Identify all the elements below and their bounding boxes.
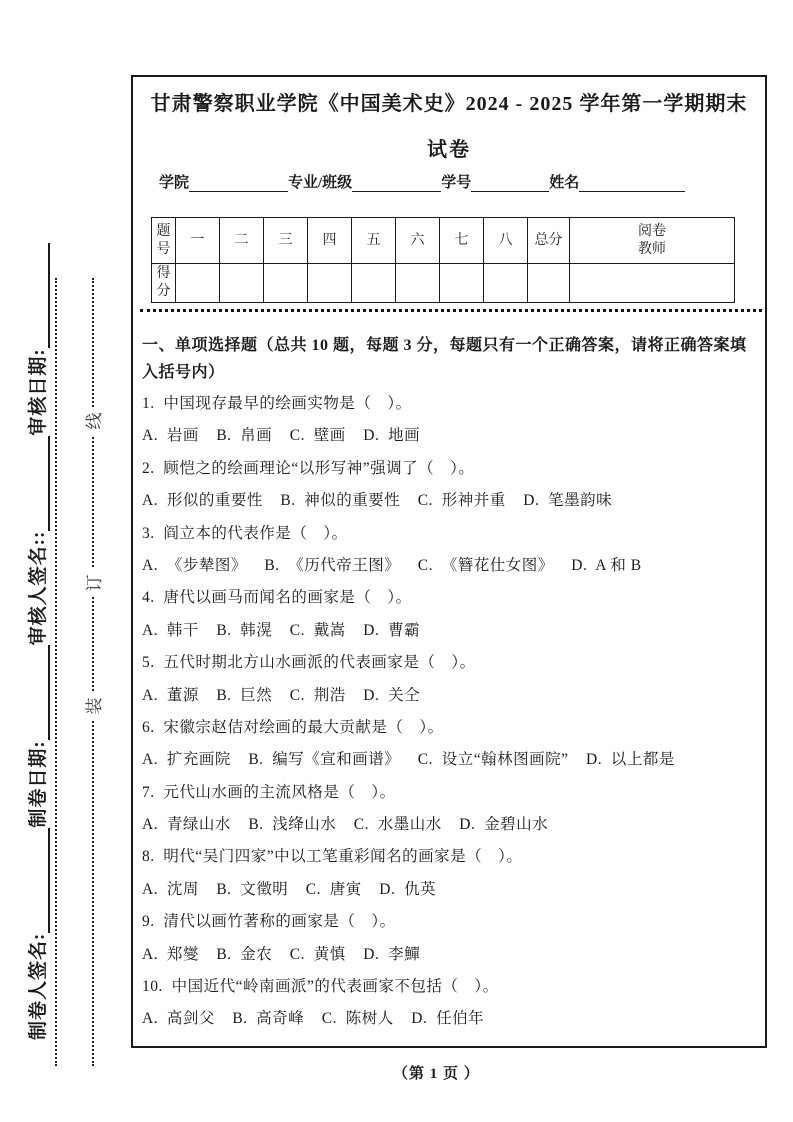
score-header-4: 四 <box>308 218 352 264</box>
binding-char-xian: 线 <box>80 407 104 435</box>
binding-char-ding: 订 <box>80 569 104 597</box>
score-row-label: 得 分 <box>152 264 176 303</box>
question-text: 8. 明代“吴门四家”中以工笔重彩闻名的画家是（ ）。 <box>142 848 523 866</box>
score-cell-grader <box>570 264 735 303</box>
question-text: 7. 元代山水画的主流风格是（ ）。 <box>142 783 396 801</box>
score-cell-4 <box>308 264 352 303</box>
score-cell-total <box>528 264 570 303</box>
score-cell-3 <box>264 264 308 303</box>
field-name <box>549 171 685 192</box>
maker-signature-blank <box>28 828 50 933</box>
score-cell-5 <box>352 264 396 303</box>
question-text: 1. 中国现存最早的绘画实物是（ ）。 <box>142 395 412 412</box>
score-header-5: 五 <box>352 218 396 264</box>
question-options: A. 扩充画院 B. 编写《宣和画谱》 C. 设立“翰林图画院” D. 以上都是 <box>142 751 675 769</box>
field-major-class-label: 专业/班级 <box>288 175 353 191</box>
question-options: A. 形似的重要性 B. 神似的重要性 C. 形神并重 D. 笔墨韵味 <box>142 492 613 510</box>
score-cell-2 <box>220 264 264 303</box>
sidebar-label-review-date: 审核日期: <box>28 348 49 436</box>
sidebar-label-reviewer-signature: 审核人签名:: <box>28 530 49 646</box>
score-cell-1 <box>176 264 220 303</box>
question-options: A. 沈周 B. 文徵明 C. 唐寅 D. 仇英 <box>142 880 437 898</box>
exam-title-line1: 甘肃警察职业学院《中国美术史》2024 - 2025 学年第一学期期末 <box>150 93 748 115</box>
question-options: A. 韩干 B. 韩滉 C. 戴嵩 D. 曹霸 <box>142 621 421 639</box>
exam-content-box <box>131 75 767 1048</box>
dotted-separator <box>140 309 762 312</box>
binding-dotted-line-right <box>92 278 94 1066</box>
question-options: A. 《步辇图》 B. 《历代帝王图》 C. 《簪花仕女图》 D. A 和 B <box>142 556 642 574</box>
score-header-8: 八 <box>484 218 528 264</box>
maker-date-blank <box>28 645 50 740</box>
field-student-id <box>441 171 549 192</box>
score-header-3: 三 <box>264 218 308 264</box>
score-cell-6 <box>396 264 440 303</box>
page-number-footer: （第 1 页 ） <box>393 1066 480 1082</box>
question-text: 5. 五代时期北方山水画派的代表画家是（ ）。 <box>142 654 476 672</box>
question-text: 9. 清代以画竹著称的画家是（ ）。 <box>142 913 396 931</box>
sidebar-label-maker-date: 制卷日期: <box>28 740 49 828</box>
review-date-blank <box>28 243 50 348</box>
score-cell-8 <box>484 264 528 303</box>
question-options: A. 董源 B. 巨然 C. 荆浩 D. 关仝 <box>142 686 421 704</box>
question-options: A. 郑燮 B. 金农 C. 黄慎 D. 李鱓 <box>142 945 421 963</box>
score-header-2: 二 <box>220 218 264 264</box>
field-college-label: 学院 <box>159 175 190 191</box>
field-major-class-blank <box>352 174 441 192</box>
question-text: 6. 宋徽宗赵佶对绘画的最大贡献是（ ）。 <box>142 718 444 736</box>
score-header-1: 一 <box>176 218 220 264</box>
question-options: A. 青绿山水 B. 浅绛山水 C. 水墨山水 D. 金碧山水 <box>142 816 549 834</box>
exam-title-line2: 试卷 <box>427 139 471 161</box>
question-options: A. 高剑父 B. 高奇峰 C. 陈树人 D. 任伯年 <box>142 1010 485 1028</box>
question-text: 4. 唐代以画马而闻名的画家是（ ）。 <box>142 589 412 607</box>
score-table <box>151 217 735 303</box>
questions-list <box>142 391 762 1039</box>
student-info-row <box>159 171 745 192</box>
question-text: 3. 阎立本的代表作是（ ）。 <box>142 524 348 542</box>
field-name-label: 姓名 <box>549 175 580 191</box>
score-table-header-row <box>152 218 735 264</box>
field-name-blank <box>579 174 685 192</box>
sidebar-label-maker-signature: 制卷人签名: <box>28 932 49 1040</box>
field-college <box>159 171 288 192</box>
field-student-id-blank <box>471 174 549 192</box>
question-text: 2. 顾恺之的绘画理论“以形写神”强调了（ ）。 <box>142 459 475 477</box>
field-student-id-label: 学号 <box>441 175 472 191</box>
binding-dotted-line-left <box>55 278 57 1066</box>
score-table-score-row <box>152 264 735 303</box>
field-college-blank <box>189 174 288 192</box>
reviewer-signature-blank <box>28 436 50 531</box>
binding-char-zhuang: 装 <box>80 692 104 720</box>
score-header-total: 总分 <box>528 218 570 264</box>
question-text: 10. 中国近代“岭南画派”的代表画家不包括（ ）。 <box>142 978 499 996</box>
field-major-class <box>288 171 441 192</box>
question-options: A. 岩画 B. 帛画 C. 壁画 D. 地画 <box>142 427 421 445</box>
score-header-7: 七 <box>440 218 484 264</box>
section-heading: 一、单项选择题（总共 10 题，每题 3 分，每题只有一个正确答案，请将正确答案填入括号内） <box>142 337 747 381</box>
sidebar-signature-labels <box>20 190 50 1040</box>
score-header-question-number: 题 号 <box>152 218 176 264</box>
score-cell-7 <box>440 264 484 303</box>
score-header-grader: 阅卷 教师 <box>570 218 735 264</box>
score-header-6: 六 <box>396 218 440 264</box>
